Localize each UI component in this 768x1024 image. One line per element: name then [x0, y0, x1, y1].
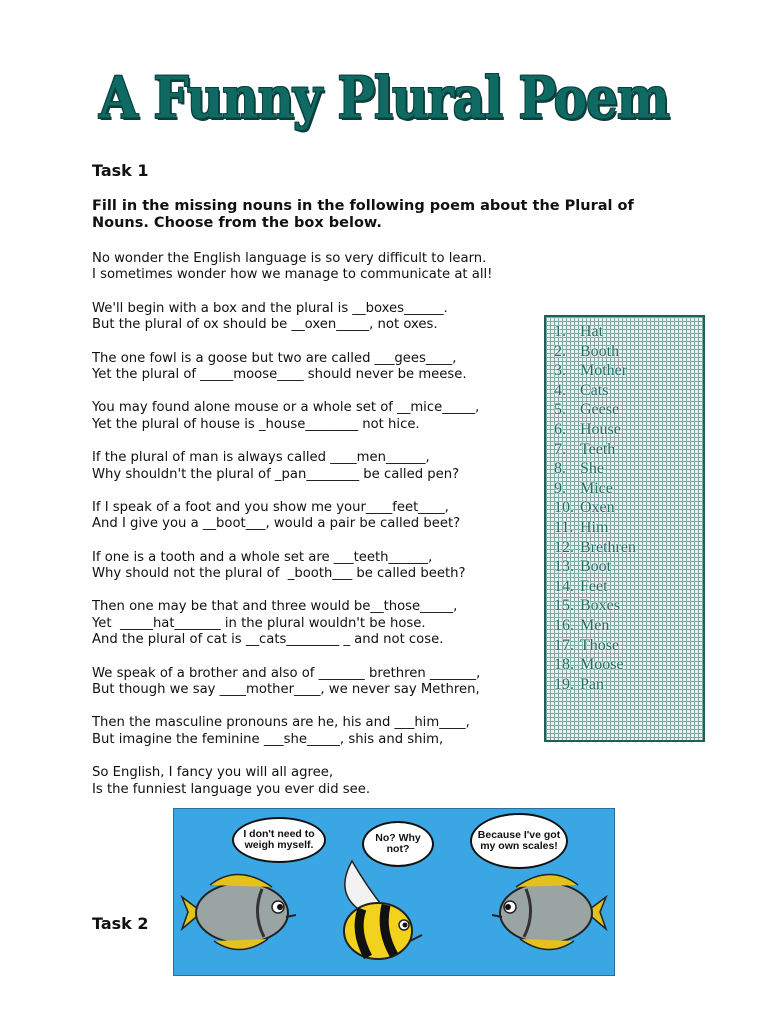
word-box-word: Oxen [580, 499, 615, 517]
poem-line: Yet the plural of _____moose____ should never be meese. [92, 366, 467, 382]
word-box-item [554, 596, 636, 616]
word-box-word: Men [580, 616, 610, 634]
word-box-word: Brethren [580, 538, 636, 556]
poem-line: Yet _____hat_______ in the plural wouldn't be hose. [92, 615, 426, 631]
poem-line: If one is a tooth and a whole set are ___teeth______, [92, 549, 433, 565]
word-box-number: 1. [554, 323, 566, 340]
word-box-number: 12. [554, 538, 574, 556]
word-list [554, 322, 636, 694]
poem-stanza [92, 400, 552, 433]
word-box-word: Him [580, 518, 609, 536]
poem-line: And I give you a __boot___, would a pair be called beet? [92, 516, 461, 532]
poem-line: I sometimes wonder how we manage to communicate at all! [92, 267, 493, 283]
word-box-number: 9. [554, 479, 566, 497]
word-box-item [554, 518, 636, 538]
poem-line: Yet the plural of house is _house________ not hice. [92, 416, 420, 432]
poem-line: Then one may be that and three would be__those_____, [92, 599, 458, 615]
word-box-item [554, 616, 636, 636]
poem-line: We'll begin with a box and the plural is __boxes______. [92, 300, 448, 316]
word-box-word: Boxes [580, 597, 620, 615]
word-box-number: 5. [554, 401, 566, 419]
word-box-item [554, 577, 636, 597]
word-box-number: 3. [554, 362, 566, 380]
word-box-word: House [580, 420, 621, 438]
word-box-number: 4. [554, 381, 566, 399]
word-box-word: Booth [580, 342, 620, 360]
poem [92, 251, 552, 815]
poem-stanza [92, 765, 552, 798]
word-box-item [554, 381, 636, 401]
word-box-item [554, 322, 636, 342]
word-box-number: 16. [554, 616, 574, 634]
word-box-word: Boot [580, 558, 612, 576]
word-box-word: Hat [580, 323, 604, 340]
word-box-item [554, 420, 636, 440]
poem-line: You may found alone mouse or a whole set of __mice_____, [92, 400, 480, 416]
speech-bubble-middle: No? Why not? [362, 821, 434, 867]
word-box [544, 315, 705, 742]
poem-line: If I speak of a foot and you show me your____feet____, [92, 499, 449, 515]
word-box-number: 11. [554, 518, 574, 536]
poem-stanza [92, 500, 552, 533]
poem-line: We speak of a brother and also of _______ brethren _______, [92, 665, 481, 681]
word-box-word: Moose [580, 656, 624, 674]
word-box-item [554, 655, 636, 675]
task1-instruction: Fill in the missing nouns in the following poem about the Plural of Nouns. Choose from the box below. [92, 198, 634, 231]
poem-stanza [92, 715, 552, 748]
word-box-word: Cats [580, 381, 609, 399]
word-box-word: Mice [580, 479, 613, 497]
fish-cartoon [173, 808, 615, 976]
poem-line: So English, I fancy you will all agree, [92, 765, 334, 781]
word-box-word: Pan [580, 675, 604, 693]
word-box-word: Geese [580, 401, 620, 419]
word-box-item [554, 440, 636, 460]
poem-stanza [92, 666, 552, 699]
word-box-number: 14. [554, 577, 574, 595]
word-box-item [554, 479, 636, 499]
word-box-item [554, 557, 636, 577]
poem-line: Why shouldn't the plural of _pan________ be called pen? [92, 466, 460, 482]
task1-heading: Task 1 [92, 161, 149, 180]
poem-line: And the plural of cat is __cats________ _ and not cose. [92, 632, 444, 648]
word-box-item [554, 675, 636, 695]
word-box-word: She [580, 460, 604, 478]
poem-stanza [92, 550, 552, 583]
poem-line: But the plural of ox should be __oxen_____, not oxes. [92, 317, 438, 333]
task2-heading: Task 2 [92, 914, 149, 933]
poem-line: If the plural of man is always called ____men______, [92, 450, 430, 466]
word-box-number: 7. [554, 440, 566, 458]
word-box-number: 18. [554, 656, 574, 674]
speech-bubble-left: I don't need to weigh myself. [232, 817, 326, 863]
word-box-item [554, 400, 636, 420]
word-box-number: 19. [554, 675, 574, 693]
poem-line: Why should not the plural of _booth___ be called beeth? [92, 566, 466, 582]
left-fish-icon [180, 867, 308, 957]
word-box-item [554, 459, 636, 479]
word-box-item [554, 498, 636, 518]
poem-line: The one fowl is a goose but two are called ___gees____, [92, 350, 457, 366]
word-box-number: 6. [554, 420, 566, 438]
word-box-number: 15. [554, 597, 574, 615]
word-box-item [554, 361, 636, 381]
word-box-number: 10. [554, 499, 574, 517]
poem-stanza [92, 450, 552, 483]
poem-stanza [92, 599, 552, 648]
word-box-number: 13. [554, 558, 574, 576]
word-box-number: 17. [554, 636, 574, 654]
right-fish-icon [480, 867, 608, 957]
speech-bubble-right: Because I've got my own scales! [470, 813, 568, 869]
word-box-word: Teeth [580, 440, 616, 458]
poem-line: No wonder the English language is so very difficult to learn. [92, 251, 487, 266]
word-box-number: 8. [554, 460, 566, 478]
poem-line: Then the masculine pronouns are he, his and ___him____, [92, 715, 470, 731]
word-box-word: Those [580, 636, 620, 654]
middle-fish-icon [324, 857, 424, 969]
poem-stanza [92, 251, 552, 284]
word-box-item [554, 636, 636, 656]
poem-line: But though we say ____mother____, we never say Methren, [92, 682, 480, 698]
word-box-word: Mother [580, 362, 628, 380]
page-title: A Funny Plural Poem [99, 63, 669, 132]
word-box-item [554, 342, 636, 362]
poem-stanza [92, 301, 552, 334]
word-box-word: Feet [580, 577, 608, 595]
word-box-number: 2. [554, 342, 566, 360]
poem-stanza [92, 351, 552, 384]
poem-line: Is the funniest language you ever did see. [92, 781, 371, 797]
poem-line: But imagine the feminine ___she_____, shis and shim, [92, 731, 444, 747]
word-box-item [554, 538, 636, 558]
